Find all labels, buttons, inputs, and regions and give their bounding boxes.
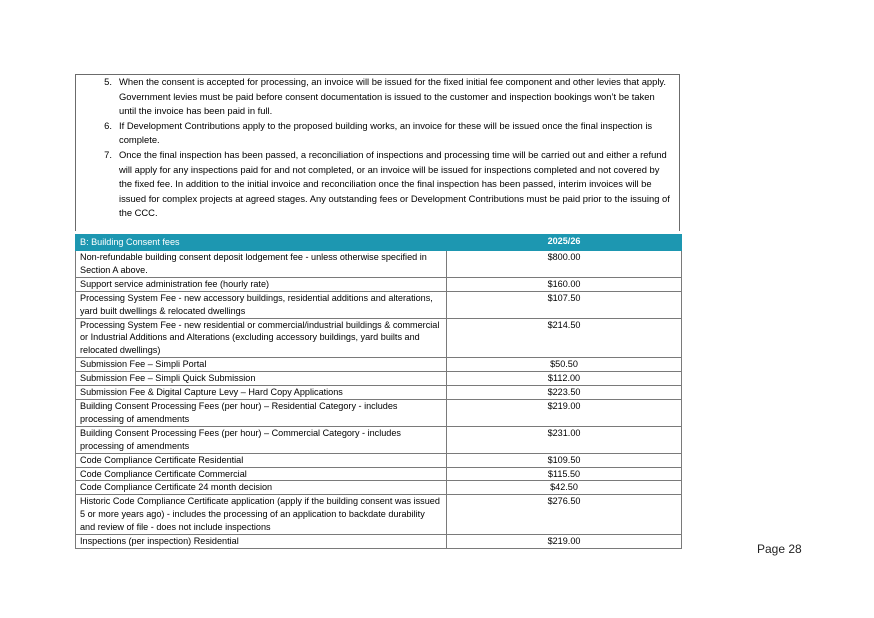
- fee-amount: $50.50: [447, 358, 682, 372]
- fee-description: Support service administration fee (hourly rate): [76, 277, 447, 291]
- table-row: [76, 277, 682, 291]
- table-row: [76, 291, 682, 318]
- table-row: [76, 251, 682, 278]
- fee-description: Building Consent Processing Fees (per hour) – Residential Category - includes processing of amendments: [76, 399, 447, 426]
- note-text: When the consent is accepted for processing, an invoice will be issued for the fixed initial fee component and other levies that apply. Government levies must be paid before consent documentation is issued to the customer and inspection bookings won’t be taken until the invoice has been paid in full.: [119, 76, 667, 117]
- fee-amount: $160.00: [447, 277, 682, 291]
- table-header-year: 2025/26: [447, 235, 682, 251]
- table-row: [76, 399, 682, 426]
- page-number: Page 28: [757, 542, 802, 556]
- table-header-label: B: Building Consent fees: [76, 235, 447, 251]
- table-row: [76, 358, 682, 372]
- fee-description: Submission Fee & Digital Capture Levy – Hard Copy Applications: [76, 386, 447, 400]
- table-body: [76, 251, 682, 549]
- fee-description: Code Compliance Certificate Residential: [76, 453, 447, 467]
- fee-amount: $112.00: [447, 372, 682, 386]
- table-row: [76, 318, 682, 358]
- note-item: [104, 75, 671, 119]
- note-item: [104, 119, 671, 148]
- table-row: [76, 426, 682, 453]
- table-row: [76, 386, 682, 400]
- notes-box: [75, 74, 680, 231]
- fee-amount: $276.50: [447, 495, 682, 535]
- fee-amount: $219.00: [447, 399, 682, 426]
- building-consent-fees-table: [75, 234, 682, 549]
- table-header-row: [76, 235, 682, 251]
- note-text: Once the final inspection has been passed, a reconciliation of inspections and processing time will be carried out and either a refund will apply for any inspections paid for and not completed, or an invoice will be issued for inspections completed and not covered by the fixed fee. In addition to the initial invoice and reconciliation once the final inspection has been passed, interim invoices will be issued for complex projects at agreed stages. Any outstanding fees or Development Contributions must be paid prior to the issuing of the CCC.: [119, 148, 670, 219]
- note-item: [104, 148, 671, 221]
- note-number: 5.: [104, 76, 112, 87]
- table-row: [76, 481, 682, 495]
- fee-amount: $219.00: [447, 535, 682, 549]
- fee-description: Submission Fee – Simpli Portal: [76, 358, 447, 372]
- fee-amount: $800.00: [447, 251, 682, 278]
- note-number: 6.: [104, 119, 112, 131]
- table-row: [76, 467, 682, 481]
- fee-description: Historic Code Compliance Certificate application (apply if the building consent was issued 5 or more years ago) - includes the processing of an application to backdate durability and review of file - does not include inspections: [76, 495, 447, 535]
- fee-amount: $223.50: [447, 386, 682, 400]
- fee-amount: $42.50: [447, 481, 682, 495]
- table-row: [76, 453, 682, 467]
- fee-description: Processing System Fee - new accessory buildings, residential additions and alterations, yard built dwellings & relocated dwellings: [76, 291, 447, 318]
- fee-description: Code Compliance Certificate 24 month decision: [76, 481, 447, 495]
- fee-amount: $109.50: [447, 453, 682, 467]
- table-row: [76, 495, 682, 535]
- fee-description: Code Compliance Certificate Commercial: [76, 467, 447, 481]
- notes-list: [76, 75, 679, 231]
- fee-description: Non-refundable building consent deposit lodgement fee - unless otherwise specified in Section A above.: [76, 251, 447, 278]
- fee-amount: $231.00: [447, 426, 682, 453]
- fee-description: Inspections (per inspection) Residential: [76, 535, 447, 549]
- fee-description: Processing System Fee - new residential or commercial/industrial buildings & commercial or Industrial Additions and Alterations (excluding accessory buildings, yard builts and relocated dwellings): [76, 318, 447, 358]
- fee-amount: $107.50: [447, 291, 682, 318]
- fee-description: Submission Fee – Simpli Quick Submission: [76, 372, 447, 386]
- table-row: [76, 372, 682, 386]
- table-row: [76, 535, 682, 549]
- fee-amount: $115.50: [447, 467, 682, 481]
- note-number: 7.: [104, 148, 112, 160]
- note-text: If Development Contributions apply to the proposed building works, an invoice for these will be issued once the final inspection is complete.: [119, 119, 653, 146]
- fee-amount: $214.50: [447, 318, 682, 358]
- fee-description: Building Consent Processing Fees (per hour) – Commercial Category - includes processing of amendments: [76, 426, 447, 453]
